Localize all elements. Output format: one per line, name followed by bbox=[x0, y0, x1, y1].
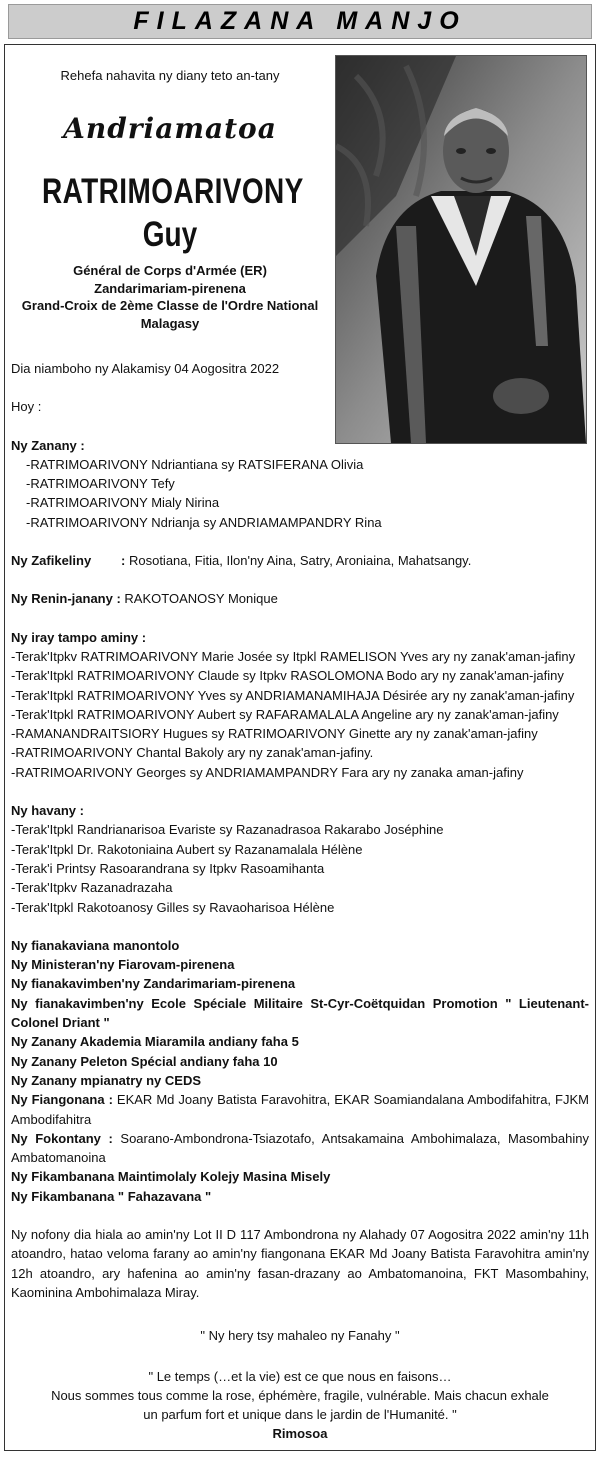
renin-janany-text: RAKOTOANOSY Monique bbox=[124, 591, 278, 607]
zafikeliny-line bbox=[11, 551, 589, 570]
fiangonana-text: EKAR Md Joany Batista Faravohitra, EKAR Soamiandalana Ambodifahitra, FJKM Ambodifahitra bbox=[11, 1092, 589, 1127]
list-item: -Terak'Itpkl RATRIMOARIVONY Yves sy ANDRIAMANAMIHAJA Désirée ary ny zanak'aman-jafiny bbox=[11, 687, 575, 703]
zafikeliny-text: Rosotiana, Fitia, Ilon'ny Aina, Satry, Aroniaina, Mahatsangy. bbox=[128, 553, 472, 569]
deceased-surname: RATRIMOARIVONY bbox=[42, 172, 304, 211]
renin-janany-line bbox=[11, 589, 589, 608]
hoy-label: Hoy : bbox=[11, 399, 42, 415]
org-line: Ny fianakaviana manontolo bbox=[11, 937, 180, 953]
org-line: Ny Zanany mpianatry ny CEDS bbox=[11, 1072, 201, 1088]
list-item: -Terak'Itpkl RATRIMOARIVONY Claude sy Itpkv RASOLOMONA Bodo ary ny zanak'aman-jafiny bbox=[11, 668, 564, 684]
org-line: Ny Ministeran'ny Fiarovam-pirenena bbox=[11, 957, 235, 973]
havany-label: Ny havany : bbox=[11, 803, 84, 819]
death-date: Dia niamboho ny Alakamisy 04 Aogositra 2022 bbox=[11, 361, 280, 376]
zafikeliny-colon: : bbox=[121, 553, 126, 569]
header-title: FILAZANA MANJO bbox=[133, 7, 467, 35]
deceased-firstname: Guy bbox=[142, 215, 198, 254]
org-line: Ny fianakavimben'ny Zandarimariam-pirenena bbox=[11, 976, 296, 992]
quote-line: " Le temps (…et la vie) est ce que nous en faisons… bbox=[148, 1369, 452, 1384]
org-line: Ny Fikambanana " Fahazavana " bbox=[11, 1188, 212, 1204]
list-item: -Terak'Itpkv Razanadrazaha bbox=[11, 880, 173, 896]
org-line: Ny Zanany Peleton Spécial andiany faha 10 bbox=[11, 1053, 278, 1069]
list-item: -Terak'Itpkl Dr. Rakotoniaina Aubert sy Razanamalala Hélène bbox=[11, 841, 363, 857]
intro-text: Rehefa nahavita ny diany teto an-tany bbox=[60, 68, 280, 83]
notice-body bbox=[11, 359, 589, 1302]
list-item: -RATRIMOARIVONY Ndriantiana sy RATSIFERANA Olivia bbox=[26, 456, 364, 472]
iray-tampo-label: Ny iray tampo aminy : bbox=[11, 629, 147, 645]
title-line: Grand-Croix de 2ème Classe de l'Ordre National bbox=[21, 298, 319, 313]
list-item: -RATRIMOARIVONY Mialy Nirina bbox=[26, 495, 220, 511]
fiangonana-label: Ny Fiangonana : bbox=[11, 1092, 113, 1108]
list-item: -RATRIMOARIVONY Chantal Bakoly ary ny zanak'aman-jafiny. bbox=[11, 745, 374, 761]
page-header bbox=[8, 4, 592, 39]
org-line: Ny fianakavimben'ny Ecole Spéciale Militaire St-Cyr-Coëtquidan Promotion " Lieutenant-Colonel Driant " bbox=[11, 995, 589, 1031]
fiangonana-line bbox=[11, 1090, 589, 1129]
list-item: -RATRIMOARIVONY Tefy bbox=[26, 476, 175, 492]
quote-line: Nous sommes tous comme la rose, éphémère, fragile, vulnérable. Mais chacun exhale bbox=[51, 1388, 549, 1403]
list-item: -RAMANANDRAITSIORY Hugues sy RATRIMOARIVONY Ginette ary ny zanak'aman-jafiny bbox=[11, 726, 538, 742]
verse-quote: " Ny hery tsy mahaleo ny Fanahy " bbox=[200, 1328, 400, 1343]
title-line: Général de Corps d'Armée (ER) bbox=[73, 263, 267, 278]
list-item: -RATRIMOARIVONY Georges sy ANDRIAMAMPANDRY Fara ary ny zanaka aman-jafiny bbox=[11, 764, 524, 780]
list-item: -Terak'Itpkl Randrianarisoa Evariste sy Razanadrasoa Rakarabo Joséphine bbox=[11, 822, 444, 838]
list-item: -Terak'i Printsy Rasoarandrana sy Itpkv Rasoamihanta bbox=[11, 860, 325, 876]
title-line: Zandarimariam-pirenena bbox=[94, 280, 246, 296]
closing-quote bbox=[10, 1367, 590, 1443]
honorific-title: Andriamatoa bbox=[63, 112, 277, 145]
quote-line: un parfum fort et unique dans le jardin de l'Humanité. " bbox=[143, 1407, 457, 1422]
fokontany-text: Soarano-Ambondrona-Tsiazotafo, Antsakamaina Ambohimalaza, Masombahiny Ambatomanoina bbox=[11, 1130, 589, 1166]
list-item: -RATRIMOARIVONY Ndrianja sy ANDRIAMAMPANDRY Rina bbox=[26, 514, 382, 530]
org-line: Ny Zanany Akademia Miaramila andiany faha 5 bbox=[11, 1034, 299, 1050]
fokontany-label: Ny Fokontany : bbox=[11, 1130, 113, 1146]
org-line: Ny Fikambanana Maintimolaly Kolejy Masina Misely bbox=[11, 1169, 331, 1185]
fokontany-line bbox=[11, 1129, 589, 1168]
renin-janany-label: Ny Renin-janany : bbox=[11, 591, 121, 607]
list-item: -Terak'Itpkl RATRIMOARIVONY Aubert sy RAFARAMALALA Angeline ary ny zanak'aman-jafiny bbox=[11, 706, 559, 722]
quote-author: Rimosoa bbox=[272, 1426, 328, 1441]
funeral-details: Ny nofony dia hiala ao amin'ny Lot II D 117 Ambondrona ny Alahady 07 Aogositra 2022 amin'ny 11h atoandro, hatao veloma farany ao amin'ny fiangonana EKAR Md Joany Batista Faravohitra amin'ny 12h atoandro, ary hafenina ao amin'ny fasan-drazany ao Ambatomanoina, FKT Masombahiny, Kaominina Ambohimalaza Miray. bbox=[11, 1226, 589, 1300]
deceased-titles bbox=[10, 262, 330, 332]
title-line: Malagasy bbox=[140, 315, 200, 331]
zanany-label: Ny Zanany : bbox=[11, 437, 85, 453]
zafikeliny-label: Ny Zafikeliny bbox=[11, 553, 92, 569]
list-item: -Terak'Itpkv RATRIMOARIVONY Marie Josée sy Itpkl RAMELISON Yves ary ny zanak'aman-jafiny bbox=[11, 648, 576, 664]
list-item: -Terak'Itpkl Rakotoanosy Gilles sy Ravaoharisoa Hélène bbox=[11, 899, 335, 915]
